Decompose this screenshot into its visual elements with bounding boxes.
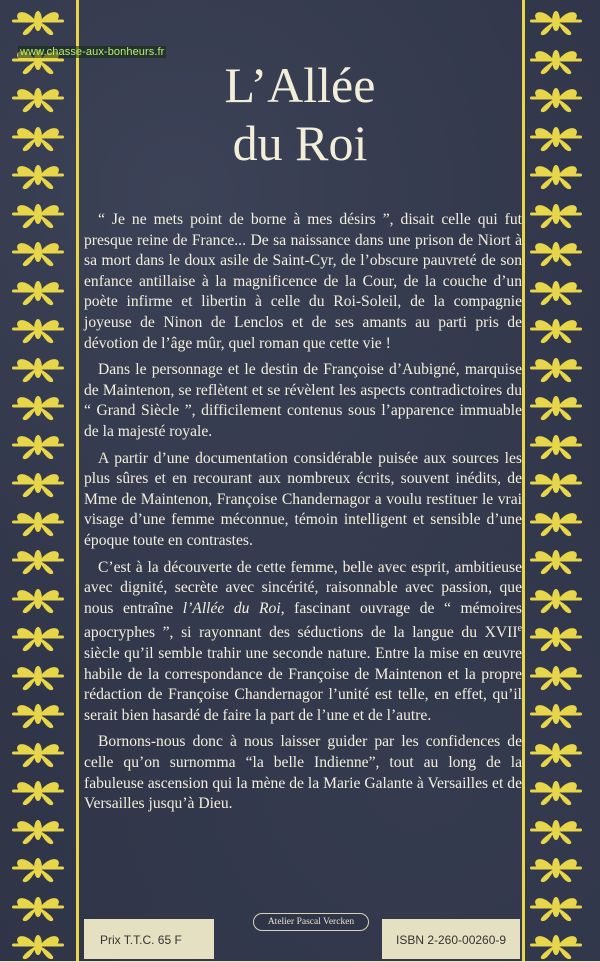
fleur-de-lis-icon — [528, 697, 584, 731]
fleur-de-lis-icon — [528, 274, 584, 308]
fleur-de-lis-icon — [10, 505, 66, 539]
fleur-de-lis-icon — [528, 620, 584, 654]
fleur-de-lis-icon — [528, 543, 584, 577]
book-title — [90, 56, 510, 172]
fleur-de-lis-icon — [10, 659, 66, 693]
fleur-de-lis-icon — [528, 890, 584, 924]
blurb-paragraph: Bornons-nous donc à nous laisser guider par les confidences de celle qu’on surnomma “la belle Indienne”, tout au long de la fabuleuse ascension qui la mène de la Marie Galante à Versailles et de Versailles jusqu’à Dieu. — [84, 733, 522, 813]
fleur-de-lis-icon — [528, 43, 584, 77]
fleur-de-lis-icon — [528, 813, 584, 847]
fleur-de-lis-icon — [528, 351, 584, 385]
fleur-de-lis-icon — [10, 890, 66, 924]
blurb-paragraph: A partir d’une documentation considérable puisée aux sources les plus sûres et en recourant aux nombreux écrits, souvent inédits, de Mme de Maintenon, Françoise Chandernagor a voulu restituer le vrai visage d’une femme méconnue, témoin intelligent et sensible d’une époque toute en contrastes. — [84, 449, 522, 549]
fleur-de-lis-icon — [528, 120, 584, 154]
book-title-mention: l’Allée du Roi — [182, 599, 281, 617]
fleur-de-lis-icon — [528, 659, 584, 693]
fleur-de-lis-icon — [10, 81, 66, 115]
blurb-paragraph: C’est à la découverte de cette femme, belle avec esprit, ambitieuse avec dignité, secrète avec sincérité, raisonnable avec passion, que nous entraîne l’Allée du Roi, fascinant ouvrage de “ mémoires apocryphes ”, si rayonnant des séductions de la langue du XVIIe siècle qu’il semble trahir une seconde nature. Entre la mise en œuvre habile de la correspondance de Françoise de Maintenon et la propre rédaction de Françoise Chandernagor l’unité est telle, en effet, qu’il serait bien hasardé de faire la part de l’une et de l’autre. — [84, 558, 522, 724]
right-gold-rule — [522, 0, 525, 961]
title-line-1: L’Allée — [224, 57, 376, 113]
fleur-de-lis-icon — [528, 81, 584, 115]
fleur-de-lis-icon — [528, 4, 584, 38]
fleur-de-lis-icon — [10, 697, 66, 731]
fleur-de-lis-icon — [528, 235, 584, 269]
fleur-de-lis-icon — [10, 851, 66, 885]
price-text: Prix T.T.C. 65 F — [100, 933, 182, 947]
fleur-de-lis-icon — [10, 428, 66, 462]
fleur-de-lis-icon — [10, 466, 66, 500]
left-gold-rule — [76, 0, 79, 961]
fleur-de-lis-icon — [10, 620, 66, 654]
title-line-2: du Roi — [232, 115, 368, 171]
watermark-url: www.chasse-aux-bonheurs.fr — [20, 46, 165, 58]
fleur-de-lis-icon — [10, 158, 66, 192]
fleur-de-lis-icon — [10, 813, 66, 847]
century-superscript: e — [517, 623, 522, 635]
fleur-de-lis-icon — [528, 197, 584, 231]
blurb-paragraph: Dans le personnage et le destin de Françoise d’Aubigné, marquise de Maintenon, se reflètent et se révèlent les aspects contradictoires du “ Grand Siècle ”, difficilement contenus sous l’apparence immuable de la majesté royale. — [84, 361, 522, 440]
fleur-de-lis-icon — [528, 158, 584, 192]
fleur-de-lis-icon — [528, 928, 584, 962]
isbn-text: ISBN 2-260-00260-9 — [396, 933, 507, 947]
fleur-de-lis-icon — [528, 312, 584, 346]
fleur-de-lis-icon — [528, 466, 584, 500]
fleur-de-lis-icon — [10, 312, 66, 346]
fleur-de-lis-icon — [10, 582, 66, 616]
fleur-de-lis-icon — [10, 543, 66, 577]
fleur-de-lis-icon — [528, 505, 584, 539]
right-fleur-de-lis-border — [528, 0, 588, 961]
fleur-de-lis-icon — [528, 736, 584, 770]
fleur-de-lis-icon — [10, 774, 66, 808]
fleur-de-lis-icon — [10, 274, 66, 308]
fleur-de-lis-icon — [528, 851, 584, 885]
fleur-de-lis-icon — [10, 928, 66, 962]
fleur-de-lis-icon — [10, 736, 66, 770]
fleur-de-lis-icon — [10, 197, 66, 231]
blurb-paragraph: “ Je ne mets point de borne à mes désirs ”, disait celle qui fut presque reine de France... De sa naissance dans une prison de Niort à sa mort dans le doux asile de Saint-Cyr, de l’obscure pauvreté de son enfance antillaise à la magnificence de la Cour, de la couche d’un poète infirme et libertin à celle du Roi-Soleil, de la compagnie joyeuse de Ninon de Lenclos et de ses amants au parti pris de dévotion de l’âge mûr, quel roman que cette vie ! — [84, 211, 522, 352]
fleur-de-lis-icon — [528, 774, 584, 808]
publisher-logo: Atelier Pascal Vercken — [253, 913, 369, 931]
fleur-de-lis-icon — [10, 120, 66, 154]
fleur-de-lis-icon — [10, 4, 66, 38]
fleur-de-lis-icon — [528, 428, 584, 462]
left-fleur-de-lis-border — [10, 0, 70, 961]
fleur-de-lis-icon — [10, 235, 66, 269]
blurb-text — [84, 210, 522, 821]
fleur-de-lis-icon — [10, 389, 66, 423]
fleur-de-lis-icon — [528, 389, 584, 423]
fleur-de-lis-icon — [10, 351, 66, 385]
fleur-de-lis-icon — [528, 582, 584, 616]
